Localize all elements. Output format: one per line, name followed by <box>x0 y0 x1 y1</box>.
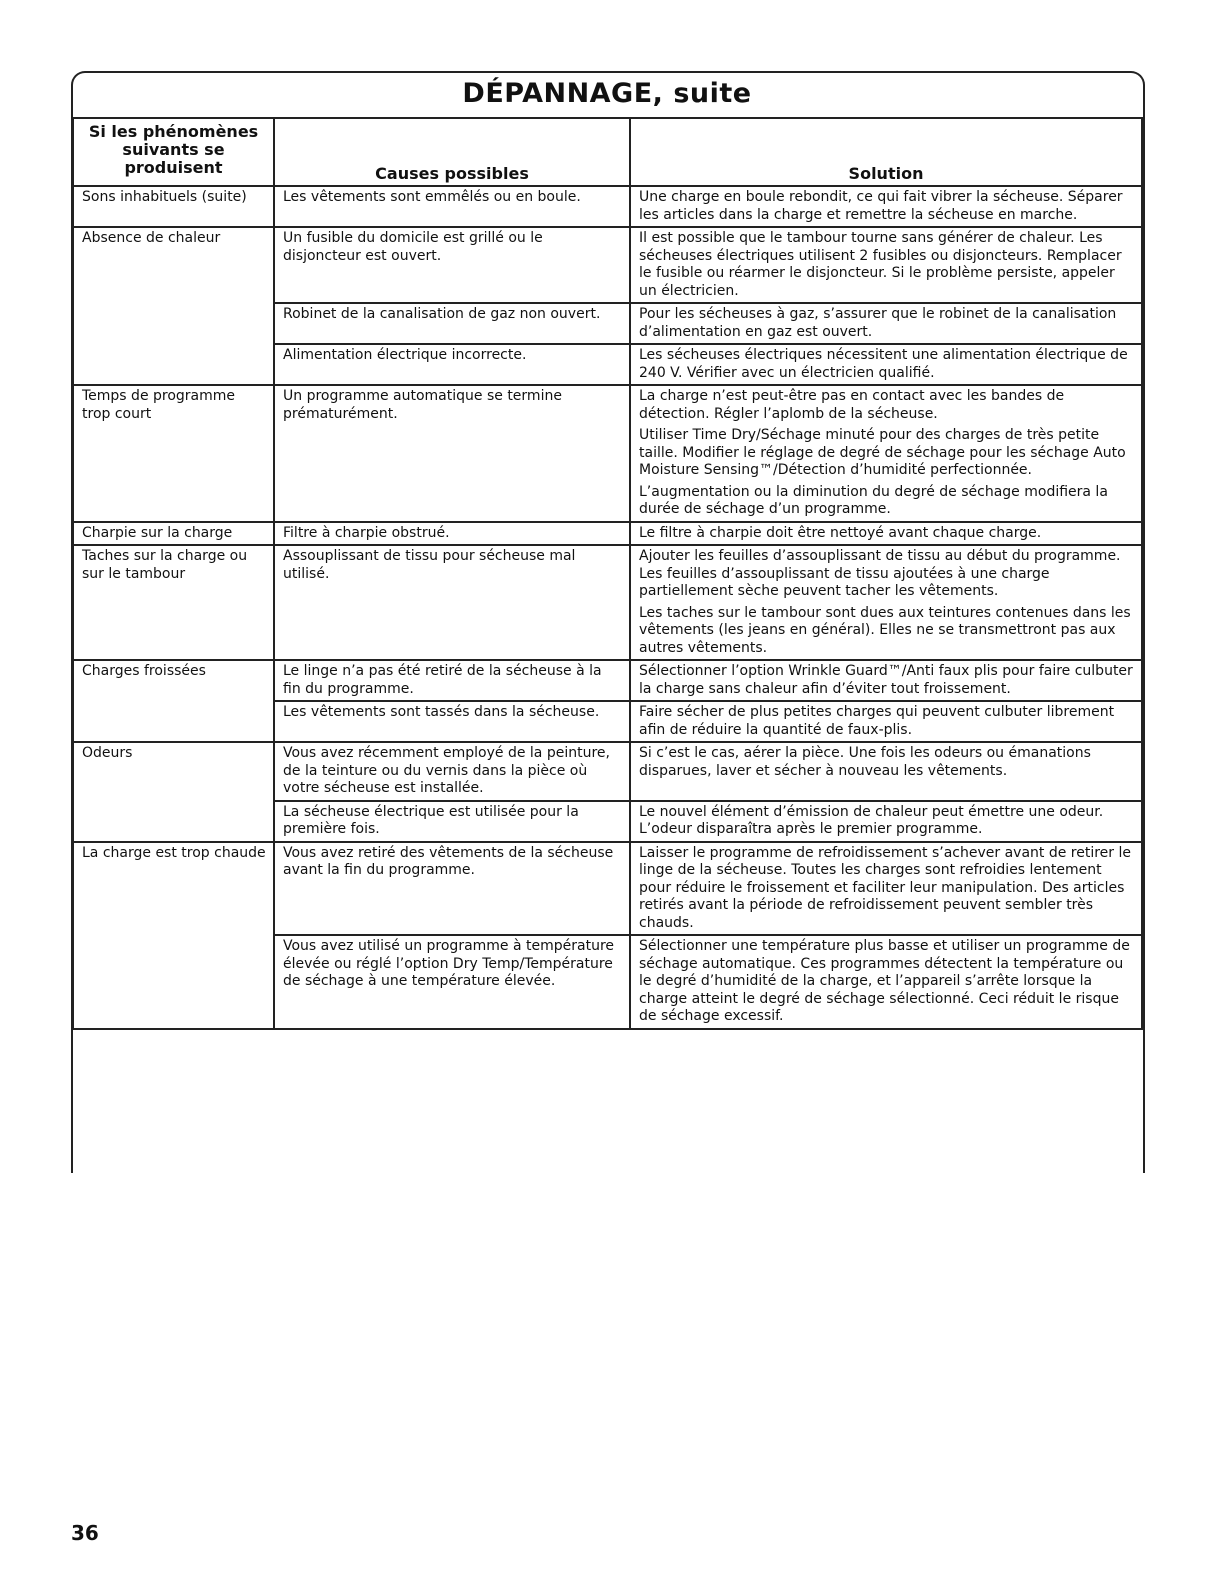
solution-paragraph: Il est possible que le tambour tourne sans générer de chaleur. Les sécheuses électriques utilisent 2 fusibles ou disjoncteurs. Remplacer le fusible ou réarmer le disjoncteur. Si le problème persiste, appeler un électricien. <box>639 230 1122 299</box>
solution-cell <box>630 303 1142 344</box>
solution-paragraph: Une charge en boule rebondit, ce qui fait vibrer la sécheuse. Séparer les articles dans la charge et remettre la sécheuse en marche. <box>639 189 1123 223</box>
solution-paragraph: Sélectionner l’option Wrinkle Guard™/Anti faux plis pour faire culbuter la charge sans chaleur afin d’éviter tout froissement. <box>639 663 1133 697</box>
solution-paragraph: Si c’est le cas, aérer la pièce. Une fois les odeurs ou émanations disparues, laver et sécher à nouveau les vêtements. <box>639 745 1091 779</box>
solution-paragraph: Faire sécher de plus petites charges qui peuvent culbuter librement afin de réduire la quantité de faux-plis. <box>639 704 1115 738</box>
solution-paragraph: Le filtre à charpie doit être nettoyé avant chaque charge. <box>639 524 1042 541</box>
cause-cell: Vous avez récemment employé de la peinture, de la teinture ou du vernis dans la pièce où votre sécheuse est installée. <box>274 742 630 801</box>
column-header-solution: Solution <box>630 118 1142 186</box>
solution-paragraph: Les sécheuses électriques nécessitent une alimentation électrique de 240 V. Vérifier avec un électricien qualifié. <box>639 347 1128 381</box>
symptom-cell: Charges froissées <box>73 660 274 742</box>
solution-paragraph: L’augmentation ou la diminution du degré de séchage modifiera la durée de séchage d’un programme. <box>639 483 1108 517</box>
solution-cell <box>630 660 1142 701</box>
table-header-row <box>73 118 1142 186</box>
solution-cell <box>630 935 1142 1029</box>
cause-cell: Filtre à charpie obstrué. <box>274 522 630 546</box>
solution-paragraph: La charge n’est peut-être pas en contact avec les bandes de détection. Régler l’aplomb de la sécheuse. <box>639 388 1065 422</box>
symptom-cell: Temps de programme trop court <box>73 385 274 522</box>
troubleshooting-table <box>72 117 1143 1030</box>
table-row <box>73 385 1142 522</box>
solution-paragraph: Utiliser Time Dry/Séchage minuté pour des charges de très petite taille. Modifier le réglage de degré de séchage pour les séchage Auto Moisture Sensing™/Détection d’humidité perfectionnée. <box>639 427 1126 478</box>
solution-paragraph: Laisser le programme de refroidissement s’achever avant de retirer le linge de la sécheuse. Toutes les charges sont refroidies lentement pour réduire le froissement et faciliter leur manipulation. Des articles retirés avant la période de refroidissement peuvent sembler très chauds. <box>639 844 1132 931</box>
table-row <box>73 186 1142 227</box>
table-row <box>73 742 1142 801</box>
cause-cell: Un programme automatique se termine prématurément. <box>274 385 630 522</box>
column-header-symptom: Si les phénomènes suivants se produisent <box>73 118 274 186</box>
table-row <box>73 227 1142 303</box>
cause-cell: Alimentation électrique incorrecte. <box>274 344 630 385</box>
solution-paragraph: Pour les sécheuses à gaz, s’assurer que le robinet de la canalisation d’alimentation en gaz est ouvert. <box>639 306 1117 340</box>
cause-cell: La sécheuse électrique est utilisée pour la première fois. <box>274 801 630 842</box>
table-row <box>73 660 1142 701</box>
solution-paragraph: Les taches sur le tambour sont dues aux teintures contenues dans les vêtements (les jeans en général). Elles ne se transmettront pas aux autres vêtements. <box>639 604 1131 656</box>
solution-cell <box>630 701 1142 742</box>
cause-cell: Vous avez retiré des vêtements de la sécheuse avant la fin du programme. <box>274 842 630 936</box>
cause-cell: Assouplissant de tissu pour sécheuse mal utilisé. <box>274 545 630 660</box>
symptom-cell: Odeurs <box>73 742 274 842</box>
cause-cell: Robinet de la canalisation de gaz non ouvert. <box>274 303 630 344</box>
cause-cell: Un fusible du domicile est grillé ou le disjoncteur est ouvert. <box>274 227 630 303</box>
cause-cell: Le linge n’a pas été retiré de la sécheuse à la fin du programme. <box>274 660 630 701</box>
solution-cell <box>630 186 1142 227</box>
solution-cell <box>630 545 1142 660</box>
solution-paragraph: Sélectionner une température plus basse et utiliser un programme de séchage automatique. Ces programmes détectent la température ou le degré d’humidité de la charge, et l’appareil s’arrête lorsque la charge atteint le degré de séchage sélectionné. Ceci réduit le risque de séchage excessif. <box>639 938 1130 1024</box>
symptom-cell: Charpie sur la charge <box>73 522 274 546</box>
solution-cell <box>630 385 1142 522</box>
symptom-cell: Taches sur la charge ou sur le tambour <box>73 545 274 660</box>
cause-cell: Vous avez utilisé un programme à température élevée ou réglé l’option Dry Temp/Température de séchage à une température élevée. <box>274 935 630 1029</box>
solution-cell <box>630 842 1142 936</box>
cause-cell: Les vêtements sont tassés dans la sécheuse. <box>274 701 630 742</box>
page-title: DÉPANNAGE, suite <box>462 78 752 109</box>
solution-cell <box>630 742 1142 801</box>
solution-cell <box>630 227 1142 303</box>
table-row <box>73 545 1142 660</box>
cause-cell: Les vêtements sont emmêlés ou en boule. <box>274 186 630 227</box>
solution-cell <box>630 522 1142 546</box>
solution-cell <box>630 801 1142 842</box>
column-header-cause: Causes possibles <box>274 118 630 186</box>
page-number: 36 <box>71 1521 99 1545</box>
solution-paragraph: Ajouter les feuilles d’assouplissant de tissu au début du programme. Les feuilles d’assouplissant de tissu ajoutées à une charge partiellement sèche peuvent tacher les vêtements. <box>639 548 1121 599</box>
table-row <box>73 842 1142 936</box>
table-body <box>73 186 1142 1029</box>
solution-cell <box>630 344 1142 385</box>
symptom-cell: La charge est trop chaude <box>73 842 274 1029</box>
symptom-cell: Sons inhabituels (suite) <box>73 186 274 227</box>
symptom-cell: Absence de chaleur <box>73 227 274 385</box>
table-row <box>73 522 1142 546</box>
solution-paragraph: Le nouvel élément d’émission de chaleur peut émettre une odeur. L’odeur disparaîtra après le premier programme. <box>639 803 1104 837</box>
